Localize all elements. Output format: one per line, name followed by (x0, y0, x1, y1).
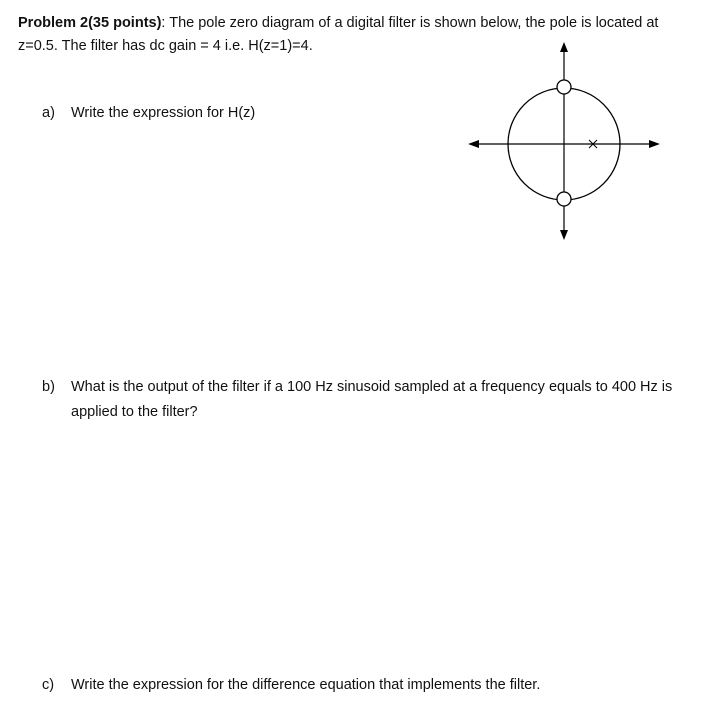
question-marker: a) (42, 105, 55, 121)
question-c (42, 673, 707, 698)
question-text: What is the output of the filter if a 100 Hz sinusoid sampled at a frequency equals to 400 Hz is applied to the filter? (71, 379, 673, 420)
question-marker: b) (42, 379, 55, 395)
real-axis-left-arrow (468, 140, 479, 148)
zero-marker-bottom (557, 192, 571, 206)
question-text: Write the expression for H(z) (71, 105, 256, 121)
question-text: Write the expression for the difference equation that implements the filter. (71, 677, 541, 693)
problem-intro-line2: z=0.5. The filter has dc gain = 4 i.e. H(z=1)=4. (18, 38, 313, 54)
question-b (42, 375, 707, 425)
problem-heading: Problem 2(35 points) (18, 15, 162, 31)
real-axis-right-arrow (649, 140, 660, 148)
question-marker: c) (42, 677, 55, 693)
zero-marker-top (557, 80, 571, 94)
imaginary-axis-down-arrow (560, 230, 568, 240)
imaginary-axis-up-arrow (560, 42, 568, 52)
pole-zero-diagram (462, 38, 672, 248)
problem-intro-line1: : The pole zero diagram of a digital filter is shown below, the pole is located at (161, 15, 659, 31)
